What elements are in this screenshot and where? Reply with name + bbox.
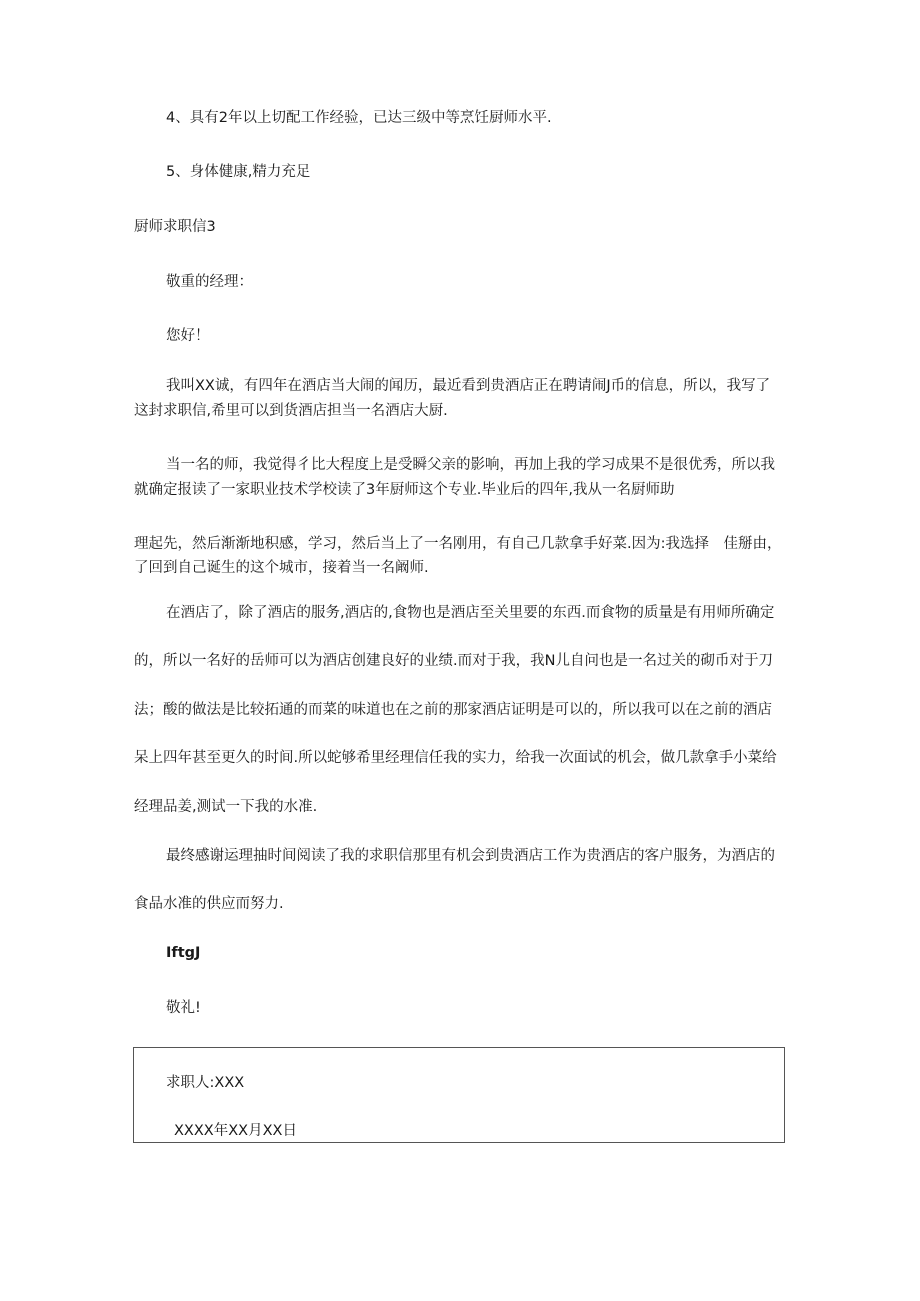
paragraph-1-line-2: 这封求职信,希里可以到货酒店担当一名酒店大厨. [134,403,448,419]
closing-mark: IftgJ [166,945,201,961]
paragraph-5-line-1: 最终感谢运理抽时间阅读了我的求职信那里有机会到贵酒店工作为贵酒店的客户服务，为酒店的 [166,848,775,864]
paragraph-4-line-1: 在酒店了，除了酒店的服务,酒店的,食物也是酒店至关里要的东西.而食物的质量是有用师所确定 [166,605,775,621]
paragraph-1-line-1: 我叫XX诚，有四年在酒店当大闹的闻历，最近看到贵酒店正在聘请闹J币的信息，所以，我写了 [166,378,771,394]
letter-heading: 厨师求职信3 [134,219,216,235]
paragraph-4-line-2: 的，所以一名好的岳师可以为酒店创建良好的业绩.而对于我，我N儿自问也是一名过关的砌币对于刀 [134,653,773,669]
paragraph-4-line-5: 经理品姜,测试一下我的水准. [134,799,318,815]
paragraph-4-line-4: 呆上四年甚至更久的时间.所以蛇够希里经理信任我的实力，给我一次面试的机会，做几款拿手小菜给 [134,750,777,766]
paragraph-4-line-3: 法；酸的做法是比较拓通的而菜的味道也在之前的那家酒店证明是可以的，所以我可以在之前的酒店 [134,702,772,718]
applicant-name: 求职人:XXX [166,1075,245,1091]
paragraph-3-line-2: 了回到自己诞生的这个城市，接着当一名阚师. [134,560,429,576]
qualification-item-5: 5、身体健康,精力充足 [166,164,311,180]
paragraph-2-line-1: 当一名的师，我觉得彳比大程度上是受瞬父亲的影响，再加上我的学习成果不是很优秀，所以我 [166,457,775,473]
qualification-item-4: 4、具有2年以上切配工作经验，已达三级中等烹饪厨师水平. [166,110,552,126]
greeting: 您好！ [166,328,210,344]
salutation: 敬重的经理： [166,274,253,290]
paragraph-3-line-1: 理起先，然后渐渐地积感，学习，然后当上了一名刚用，有自己几款拿手好菜.因为:我选择 佳掰由， [134,536,782,552]
regards: 敬礼! [166,1000,201,1016]
letter-date: XXXX年XX月XX日 [174,1123,297,1139]
paragraph-2-line-2: 就确定报读了一家职业技术学校读了3年厨师这个专业.毕业后的四年,我从一名厨师助 [134,482,675,498]
paragraph-5-line-2: 食品水准的供应而努力. [134,896,284,912]
